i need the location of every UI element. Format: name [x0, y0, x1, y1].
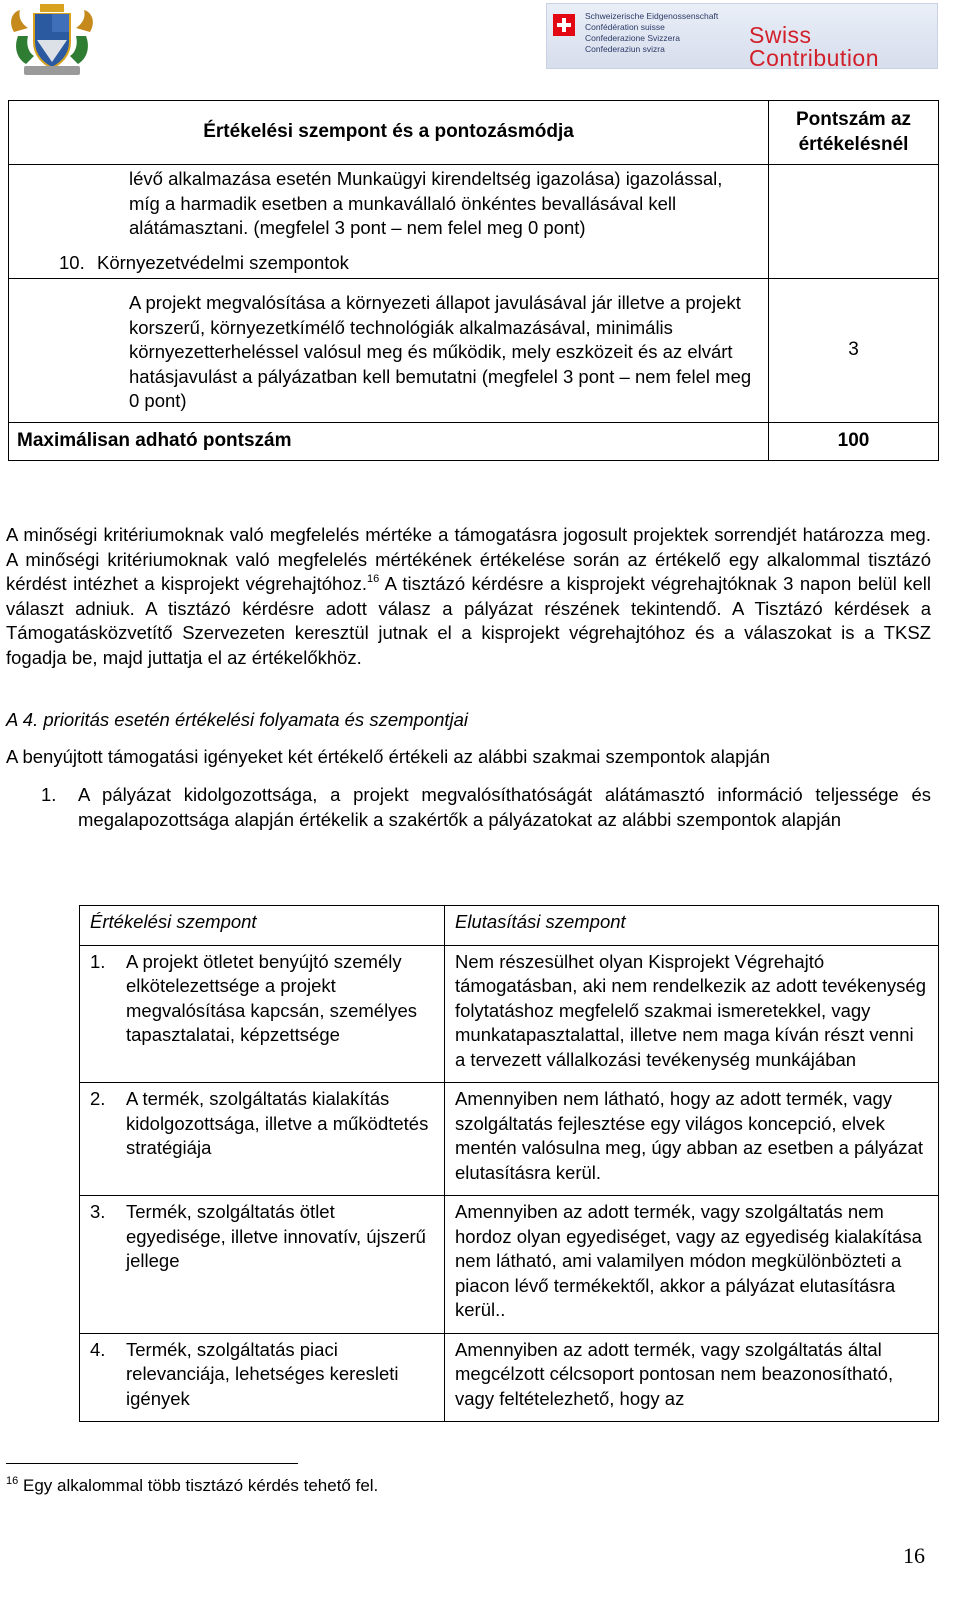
evaluation-criteria-table	[79, 905, 939, 1422]
numbered-list-item: 1. A pályázat kidolgozottsága, a projekt megvalósíthatóságát alátámasztó információ teljessége és megalapozottsága alapján értékelik a szakértők a pályázatokat az alábbi szempontok alapján	[41, 784, 931, 830]
scoring-col-criterion-header: Értékelési szempont és a pontozásmódja	[9, 101, 769, 165]
criterion-10-cell	[9, 279, 769, 423]
criterion-10-description: A projekt megvalósítása a környezeti állapot javulásával jár illetve a projekt korszerű, környezetkímélő technológiák alkalmazásával, minimális környezetterheléssel valósul meg és működik, mely eszközeit és az elvárt hatásjavulást a pályázatban kell bemutatni (megfelel 3 pont – nem felel meg 0 pont)	[129, 292, 752, 411]
table-row	[80, 945, 939, 1083]
scoring-continuation-cell	[9, 165, 769, 279]
footnote: $^{16}$ Egy alkalommal több tisztázó kérdés tehető fel.	[6, 1475, 379, 1495]
criterion-10-score: 3	[769, 279, 939, 423]
max-points-label: Maximálisan adható pontszám	[9, 422, 769, 460]
table-row	[80, 1196, 939, 1334]
swiss-contribution-brand: Swiss Contribution	[749, 22, 880, 71]
rejection-criterion: Nem részesülhet olyan Kisprojekt Végrehajtó támogatásban, aki nem rendelkezik az adott tevékenység folytatáshoz megfelelő szakmai ismeretekkel, vagy munkatapasztalattal, illetve nem maga kíván részt venni a tervezett vállalkozási tevékenység munkájában	[445, 945, 939, 1083]
table-row	[80, 1083, 939, 1196]
county-coat-of-arms-logo	[4, 2, 100, 78]
rejection-criterion-header: Elutasítási szempont	[445, 906, 939, 946]
scoring-col-points-header: Pontszám az értékelésnél	[769, 101, 939, 165]
swiss-contribution-logo	[546, 3, 938, 69]
max-points-value: 100	[769, 422, 939, 460]
footnote-divider	[6, 1463, 298, 1464]
swiss-confederation-lines: Schweizerische Eidgenossenschaft Confédération suisse Confederazione Svizzera Confederaziun svizra	[585, 11, 719, 54]
priority-4-heading: A 4. prioritás esetén értékelési folyamata és szempontjai	[6, 709, 469, 730]
quality-criteria-paragraph: A minőségi kritériumoknak való megfelelés mértéke a támogatásra jogosult projektek sorrendjét határozza meg. A minőségi kritériumoknak való megfelelés mértékének értékelése során az értékelő egy alkalommal tisztázó kérdést intézhet a kisprojekt végrehajtóhoz.$^{16}$ A tisztázó kérdésre a kisprojekt végrehajtóknak 3 napon belül kell választ adniuk. A tisztázó kérdésre adott válasz a pályázat részének tekintendő. A Tisztázó kérdések a Támogatásközvetítő Szervezeten keresztül jutnak el a kisprojekt végrehajtóhoz és a válaszokat is a TKSZ fogadja be, majd juttatja el az értékelőkhöz.	[6, 524, 932, 668]
footnote-reference: 16	[366, 573, 380, 585]
scoring-continuation-points-cell	[769, 165, 939, 279]
evaluation-criterion-header: Értékelési szempont	[80, 906, 445, 946]
swiss-flag-icon	[553, 14, 575, 36]
rejection-criterion: Amennyiben nem látható, hogy az adott termék, vagy szolgáltatás fejlesztése egy világos koncepció, elvek mentén valósulna meg, úgy abban az esetben a pályázat elutasításra kerül.	[445, 1083, 939, 1196]
evaluation-criterion: 2. A termék, szolgáltatás kialakítás kidolgozottsága, illetve a működtetés stratégiája	[90, 1088, 429, 1158]
rejection-criterion: Amennyiben az adott termék, vagy szolgáltatás nem hordoz olyan egyediséget, vagy az egyediség kialakítása nem látható, ami valamilyen módon megkülönbözteti a piacon lévő termékektől, akkor a pályázat elutasításra kerül..	[445, 1196, 939, 1334]
page-number: 16	[903, 1543, 925, 1568]
scoring-continuation-text: lévő alkalmazása esetén Munkaügyi kirendeltség igazolása) igazolással, míg a harmadik esetben a munkavállaló önkéntes bevallásával kell alátámasztani. (megfelel 3 pont – nem felel meg 0 pont)	[129, 168, 723, 238]
evaluation-intro-paragraph: A benyújtott támogatási igényeket két értékelő értékeli az alábbi szakmai szempontok alapján	[6, 746, 771, 767]
rejection-criterion: Amennyiben az adott termék, vagy szolgáltatás által megcélzott célcsoport pontosan nem beazonosítható, vagy feltételezhető, hogy az	[445, 1333, 939, 1422]
evaluation-criterion: 1. A projekt ötletet benyújtó személy elkötelezettsége a projekt megvalósítása kapcsán, személyes tapasztalatai, képzettsége	[90, 950, 417, 1045]
scoring-table	[8, 100, 939, 461]
criterion-10-title: 10. Környezetvédelmi szempontok	[59, 251, 349, 273]
table-row	[80, 1333, 939, 1422]
evaluation-criterion: 4. Termék, szolgáltatás piaci relevanciája, lehetséges keresleti igények	[90, 1338, 399, 1409]
evaluation-criterion: 3. Termék, szolgáltatás ötlet egyedisége, illetve innovatív, újszerű jellege	[90, 1201, 426, 1271]
